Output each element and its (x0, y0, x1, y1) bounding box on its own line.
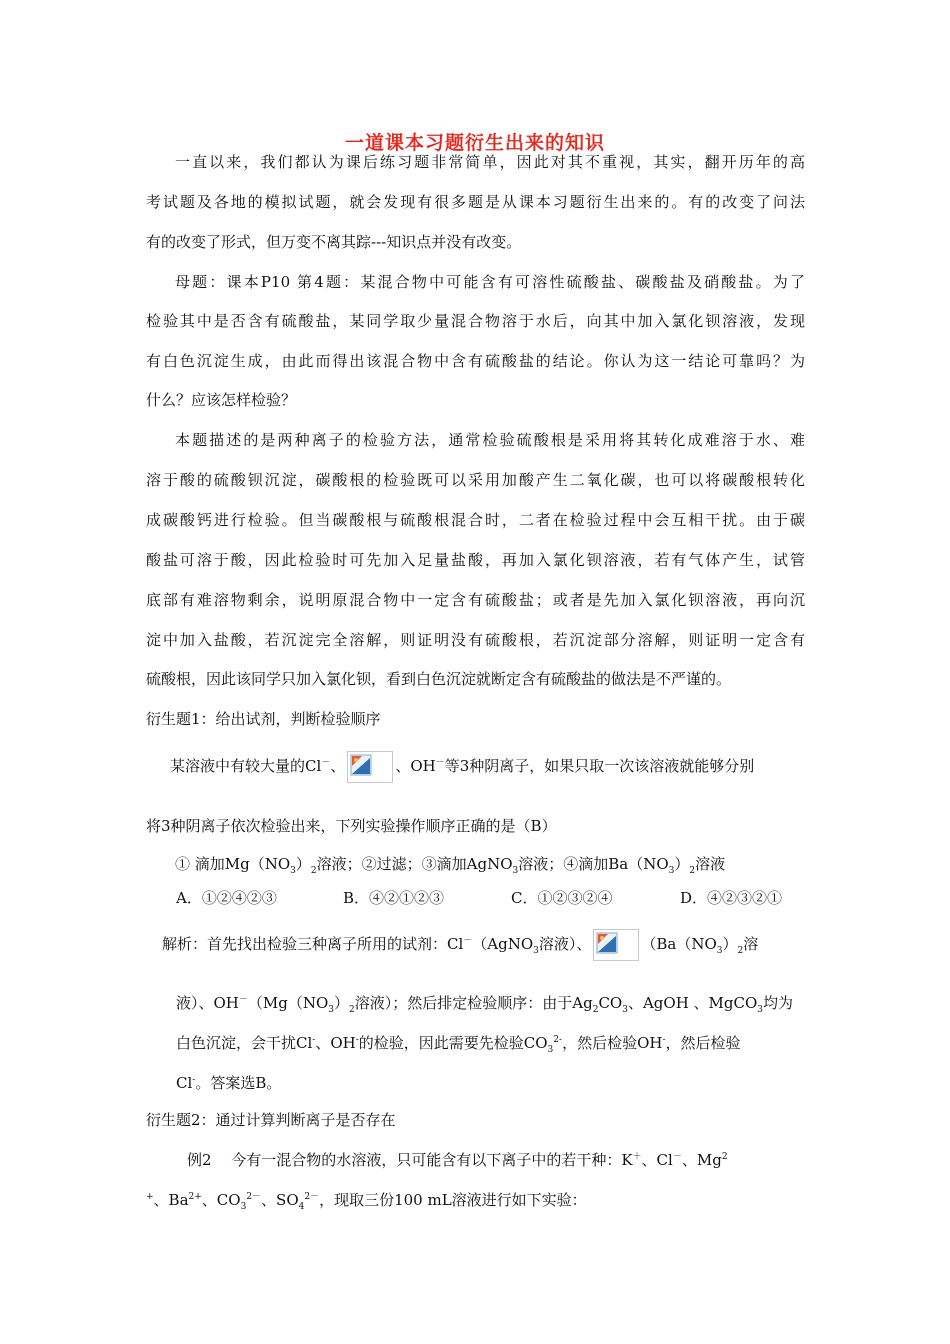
text: Cl (176, 1074, 193, 1092)
text: 白色沉淀，会干扰Cl (176, 1034, 313, 1052)
derived1-operations (175, 854, 725, 874)
mother-line-3: 有白色沉淀生成，由此而得出该混合物中含有硫酸盐的结论。你认为这一结论可靠吗？为 (146, 352, 805, 370)
text: ，然后检验OH (562, 1034, 663, 1052)
intro-line-1: 一直以来，我们都认为课后练习题非常简单，因此对其不重视，其实，翻开历年的高 (175, 153, 805, 171)
subscript: 4 (298, 1202, 305, 1212)
text: 溶液；②过滤；③滴加AgNO (316, 855, 513, 873)
superscript: － (435, 758, 445, 768)
text: 的检验，因此需要先检验CO (358, 1034, 548, 1052)
superscript: - (662, 1035, 666, 1045)
subscript: 2 (737, 946, 744, 956)
analysis-line-2: 溶于酸的硫酸钡沉淀，碳酸根的检验既可以采用加酸产生二氧化碳，也可以将碳酸根转化 (146, 471, 805, 489)
analysis-line-1: 本题描述的是两种离子的检验方法，通常检验硫酸根是采用将其转化成难溶于水、难 (175, 431, 805, 449)
text: 、Mg (681, 1151, 722, 1169)
mother-line-2: 检验其中是否含有硫酸盐，某同学取少量混合物溶于水后，向其中加入氯化钡溶液，发现 (146, 312, 805, 330)
derived2-example-line-2 (146, 1190, 587, 1210)
text: 溶液）；然后排定检验顺序：由于Ag (354, 994, 593, 1012)
subscript: 2 (349, 1005, 355, 1015)
subscript: 3 (512, 866, 519, 876)
derived1-explanation-line-1 (162, 928, 758, 961)
text: 均为 (763, 994, 794, 1012)
text: 、AgOH 、MgCO (627, 994, 758, 1012)
subscript: 2 (310, 866, 317, 876)
analysis-line-5: 底部有难溶物剩余，说明原混合物中一定含有硫酸盐；或者是先加入氯化钡溶液，再向沉 (146, 591, 805, 609)
superscript: － (672, 1152, 682, 1162)
subscript: 3 (240, 1202, 247, 1212)
derived1-question-line-1 (170, 750, 754, 783)
analysis-line-4: 酸盐可溶于酸，因此检验时可先加入足量盐酸，再加入氯化钡溶液，若有气体产生，试管 (146, 551, 805, 569)
analysis-line-7: 硫酸根，因此该同学只加入氯化钡，看到白色沉淀就断定含有硫酸盐的做法是不严谨的。 (146, 670, 732, 688)
text: 溶液）、 (538, 935, 592, 953)
text: 、Cl (641, 1151, 673, 1169)
derived1-question-line-2: 将3种阴离子依次检验出来，下列实验操作顺序正确的是（B） (146, 817, 557, 835)
page-title: 一道课本习题衍生出来的知识 (344, 132, 605, 154)
text: CO (598, 994, 623, 1012)
superscript: - (355, 1035, 359, 1045)
subscript: 3 (533, 946, 539, 956)
option-a: A．①②④②③ (176, 889, 277, 907)
text: ① 滴加Mg（NO (175, 855, 291, 873)
text: 溶液；④滴加Ba（NO (518, 855, 669, 873)
text: 液）、OH (176, 994, 239, 1012)
option-c: C．①②③②④ (511, 889, 613, 907)
image-placeholder-icon (593, 929, 639, 961)
analysis-line-3: 成碳酸钙进行检验。但当碳酸根与硫酸根混合时，二者在检验过程中会互相干扰。由于碳 (146, 511, 805, 529)
text: （Ba（NO (641, 935, 717, 953)
text: ，现取三份100 mL溶液进行如下实验： (319, 1191, 587, 1209)
derived1-heading: 衍生题1：给出试剂，判断检验顺序 (146, 710, 381, 728)
text: 、OH (315, 1034, 356, 1052)
text: （AgNO (472, 935, 534, 953)
superscript: － (238, 995, 248, 1005)
superscript: 2+ (188, 1192, 202, 1202)
text: 、OH (395, 757, 436, 775)
image-placeholder-icon (347, 751, 393, 783)
mother-line-1: 母题：课本P10 第4题：某混合物中可能含有可溶性硫酸盐、碳酸盐及硝酸盐。为了 (175, 273, 805, 291)
superscript: － (463, 936, 473, 946)
text: 、CO (201, 1191, 241, 1209)
subscript: 2 (592, 1005, 599, 1015)
text: 、 (330, 757, 346, 775)
subscript: 3 (622, 1005, 628, 1015)
derived1-explanation-line-3 (176, 1033, 741, 1053)
superscript: － (321, 758, 331, 768)
option-d: D．④②③②① (680, 889, 783, 907)
text: 等3种阴离子，如果只取一次该溶液就能够分别 (444, 757, 755, 775)
text: ） (334, 994, 350, 1012)
superscript: 2－ (246, 1192, 262, 1202)
text: 。答案选B。 (195, 1074, 282, 1092)
superscript: 2- (553, 1035, 563, 1045)
subscript: 3 (290, 866, 296, 876)
option-b: B．④②①②③ (343, 889, 445, 907)
text: ） (722, 935, 738, 953)
superscript: + (146, 1192, 154, 1202)
text: 、Ba (153, 1191, 189, 1209)
text: 解析：首先找出检验三种离子所用的试剂：Cl (162, 935, 464, 953)
subscript: 3 (547, 1045, 554, 1055)
subscript: 3 (757, 1005, 764, 1015)
derived2-heading: 衍生题2：通过计算判断离子是否存在 (146, 1111, 396, 1129)
superscript: ＋ (632, 1152, 642, 1162)
subscript: 3 (716, 946, 723, 956)
derived2-example-line-1 (187, 1150, 728, 1170)
text: 某溶液中有较大量的Cl (170, 757, 322, 775)
subscript: 3 (668, 866, 675, 876)
derived1-explanation-line-4 (176, 1073, 281, 1093)
text: 溶液 (695, 855, 726, 873)
superscript: 2－ (304, 1192, 320, 1202)
analysis-line-6: 淀中加入盐酸，若沉淀完全溶解，则证明没有硫酸根，若沉淀部分溶解，则证明一定含有 (146, 631, 805, 649)
superscript: 2 (721, 1152, 728, 1162)
text: 例2 今有一混合物的水溶液，只可能含有以下离子中的若干种：K (187, 1151, 633, 1169)
text: 溶 (743, 935, 759, 953)
intro-line-3: 有的改变了形式，但万变不离其踪---知识点并没有改变。 (146, 233, 522, 251)
mother-line-4: 什么？应该怎样检验？ (146, 391, 297, 409)
superscript: - (312, 1035, 316, 1045)
text: ，然后检验 (665, 1034, 741, 1052)
text: 、SO (261, 1191, 299, 1209)
intro-line-2: 考试题及各地的模拟试题，就会发现有很多题是从课本习题衍生出来的。有的改变了问法 (146, 193, 805, 211)
subscript: 3 (328, 1005, 335, 1015)
text: ） (674, 855, 690, 873)
text: ） (295, 855, 311, 873)
text: （Mg（NO (247, 994, 329, 1012)
superscript: - (192, 1075, 196, 1085)
subscript: 2 (689, 866, 696, 876)
derived1-explanation-line-2 (176, 993, 793, 1013)
